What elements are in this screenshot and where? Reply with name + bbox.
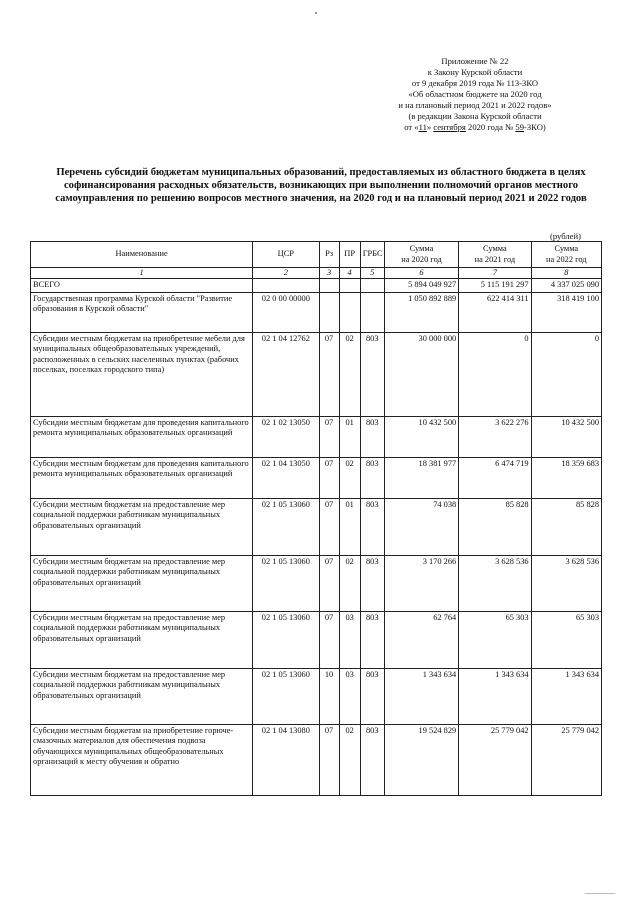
cell-sum-2021: 6 474 719	[459, 457, 531, 498]
appendix-line: и на плановый период 2021 и 2022 годов»	[398, 100, 552, 110]
column-number: 5	[360, 268, 384, 279]
cell-pr: 02	[339, 457, 360, 498]
header-rz: Рз	[319, 242, 339, 268]
appendix-line: «Об областном бюджете на 2020 год	[408, 89, 542, 99]
cell-name: Субсидии местным бюджетам для проведения капитального ремонта муниципальных образовательных организаций	[31, 416, 253, 457]
column-number: 2	[253, 268, 319, 279]
cell-csr: 02 1 04 12762	[253, 332, 319, 416]
cell-pr: 01	[339, 498, 360, 555]
cell-pr	[339, 292, 360, 332]
appendix-line: от 9 декабря 2019 года № 113-ЗКО	[411, 78, 539, 88]
cell-sum-2021: 622 414 311	[459, 292, 531, 332]
cell-grbs	[360, 279, 384, 292]
column-number: 7	[459, 268, 531, 279]
cell-csr: 02 1 04 13080	[253, 724, 319, 795]
cell-sum-2020: 30 000 000	[384, 332, 458, 416]
cell-csr: 02 1 02 13050	[253, 416, 319, 457]
cell-sum-2021: 1 343 634	[459, 668, 531, 724]
edition-post: -ЗКО)	[524, 122, 546, 132]
cell-rz: 07	[319, 724, 339, 795]
cell-sum-2020: 5 894 049 927	[384, 279, 458, 292]
cell-rz: 07	[319, 416, 339, 457]
header-sum-2020	[384, 242, 458, 268]
header-csr: ЦСР	[253, 242, 319, 268]
cell-name: Субсидии местным бюджетам на предоставление мер социальной поддержки работникам муниципальных образовательных организаций	[31, 498, 253, 555]
cell-grbs: 803	[360, 457, 384, 498]
cell-sum-2020: 1 343 634	[384, 668, 458, 724]
cell-sum-2020: 19 524 829	[384, 724, 458, 795]
cell-csr: 02 1 05 13060	[253, 611, 319, 668]
cell-rz	[319, 292, 339, 332]
header-sum-2022-line1: Сумма	[554, 244, 579, 254]
column-number-row	[31, 268, 602, 279]
column-number: 1	[31, 268, 253, 279]
cell-sum-2021: 5 115 191 297	[459, 279, 531, 292]
header-grbs: ГРБС	[360, 242, 384, 268]
appendix-line: Приложение № 22	[441, 56, 509, 66]
units-label: (рублей)	[550, 231, 581, 241]
cell-csr: 02 1 04 13050	[253, 457, 319, 498]
edition-month: сентября	[433, 122, 466, 132]
header-sum-2021-line1: Сумма	[483, 244, 507, 254]
appendix-edition-line	[350, 122, 600, 133]
scan-edge-mark	[585, 893, 615, 894]
cell-pr	[339, 279, 360, 292]
table-row	[31, 724, 602, 795]
cell-name: Субсидии местным бюджетам на приобретение горюче-смазочных материалов для обеспечения подвоза обучающихся муниципальных общеобразовательных организаций к месту обучения и обратно	[31, 724, 253, 795]
cell-rz	[319, 279, 339, 292]
header-sum-2021-line2: на 2021 год	[474, 254, 516, 264]
cell-name: Субсидии местным бюджетам на предоставление мер социальной поддержки работникам муниципальных образовательных организаций	[31, 611, 253, 668]
scan-speck	[315, 12, 317, 14]
cell-csr	[253, 279, 319, 292]
cell-rz: 10	[319, 668, 339, 724]
cell-pr: 03	[339, 668, 360, 724]
cell-sum-2022: 0	[531, 332, 601, 416]
cell-sum-2020: 74 038	[384, 498, 458, 555]
cell-pr: 02	[339, 555, 360, 611]
cell-sum-2020: 62 764	[384, 611, 458, 668]
cell-grbs: 803	[360, 555, 384, 611]
cell-sum-2022: 4 337 025 090	[531, 279, 601, 292]
edition-mid2: 2020 года №	[465, 122, 516, 132]
cell-sum-2020: 1 050 892 889	[384, 292, 458, 332]
cell-sum-2022: 18 359 683	[531, 457, 601, 498]
table-row	[31, 332, 602, 416]
cell-name: Государственная программа Курской области "Развитие образования в Курской области"	[31, 292, 253, 332]
cell-sum-2022: 65 303	[531, 611, 601, 668]
cell-csr: 02 1 05 13060	[253, 555, 319, 611]
column-number: 6	[384, 268, 458, 279]
edition-number: 59	[515, 122, 525, 132]
cell-sum-2021: 3 628 536	[459, 555, 531, 611]
appendix-line: к Закону Курской области	[427, 67, 523, 77]
table-row-program	[31, 292, 602, 332]
appendix-line: (в редакции Закона Курской области	[408, 111, 542, 121]
header-name: Наименование	[31, 242, 253, 268]
cell-grbs: 803	[360, 332, 384, 416]
cell-pr: 01	[339, 416, 360, 457]
header-sum-2020-line2: на 2020 год	[401, 254, 442, 264]
table-row-total	[31, 279, 602, 292]
cell-sum-2020: 3 170 266	[384, 555, 458, 611]
cell-rz: 07	[319, 555, 339, 611]
cell-sum-2022: 1 343 634	[531, 668, 601, 724]
header-row	[31, 242, 602, 268]
cell-name: Субсидии местным бюджетам на приобретение мебели для муниципальных общеобразовательных учреждений, расположенных в сельских населенных пунктах (рабочих поселках, поселках городского типа)	[31, 332, 253, 416]
cell-sum-2021: 85 828	[459, 498, 531, 555]
cell-sum-2022: 85 828	[531, 498, 601, 555]
subsidies-table	[30, 241, 602, 796]
cell-name: Субсидии местным бюджетам для проведения капитального ремонта муниципальных образовательных организаций	[31, 457, 253, 498]
cell-csr: 02 0 00 00000	[253, 292, 319, 332]
cell-csr: 02 1 05 13060	[253, 668, 319, 724]
cell-rz: 07	[319, 498, 339, 555]
cell-sum-2021: 3 622 276	[459, 416, 531, 457]
cell-grbs: 803	[360, 724, 384, 795]
cell-rz: 07	[319, 332, 339, 416]
header-sum-2021	[459, 242, 531, 268]
cell-grbs: 803	[360, 611, 384, 668]
cell-pr: 02	[339, 724, 360, 795]
header-sum-2022	[531, 242, 601, 268]
cell-csr: 02 1 05 13060	[253, 498, 319, 555]
cell-grbs	[360, 292, 384, 332]
header-sum-2020-line1: Сумма	[409, 244, 434, 254]
cell-grbs: 803	[360, 416, 384, 457]
cell-pr: 03	[339, 611, 360, 668]
column-number: 8	[531, 268, 601, 279]
cell-sum-2022: 318 419 100	[531, 292, 601, 332]
cell-sum-2022: 3 628 536	[531, 555, 601, 611]
cell-sum-2022: 10 432 500	[531, 416, 601, 457]
cell-name: Субсидии местным бюджетам на предоставление мер социальной поддержки работникам муниципальных образовательных организаций	[31, 668, 253, 724]
table-row	[31, 498, 602, 555]
document-title: Перечень субсидий бюджетам муниципальных образований, предоставляемых из областного бюджета в целях софинансирования расходных обязательств, возникающих при выполнении полномочий органов местного самоуправления по решению вопросов местного значения, на 2020 год и на плановый период 2021 и 2022 годов	[55, 167, 587, 204]
cell-sum-2022: 25 779 042	[531, 724, 601, 795]
header-sum-2022-line2: на 2022 год	[546, 254, 587, 264]
edition-day: 11	[418, 122, 427, 132]
edition-mid1: »	[426, 122, 434, 132]
cell-rz: 07	[319, 457, 339, 498]
cell-rz: 07	[319, 611, 339, 668]
table-row	[31, 416, 602, 457]
table-row	[31, 457, 602, 498]
cell-sum-2021: 0	[459, 332, 531, 416]
cell-pr: 02	[339, 332, 360, 416]
table-row	[31, 555, 602, 611]
table-row	[31, 611, 602, 668]
cell-name: ВСЕГО	[31, 279, 253, 292]
cell-name: Субсидии местным бюджетам на предоставление мер социальной поддержки работникам муниципальных образовательных организаций	[31, 555, 253, 611]
cell-grbs: 803	[360, 668, 384, 724]
edition-pre: от «	[404, 122, 419, 132]
cell-sum-2020: 18 381 977	[384, 457, 458, 498]
cell-grbs: 803	[360, 498, 384, 555]
table-row	[31, 668, 602, 724]
appendix-block	[350, 56, 600, 133]
column-number: 4	[339, 268, 360, 279]
header-pr: ПР	[339, 242, 360, 268]
column-number: 3	[319, 268, 339, 279]
cell-sum-2021: 25 779 042	[459, 724, 531, 795]
cell-sum-2021: 65 303	[459, 611, 531, 668]
cell-sum-2020: 10 432 500	[384, 416, 458, 457]
